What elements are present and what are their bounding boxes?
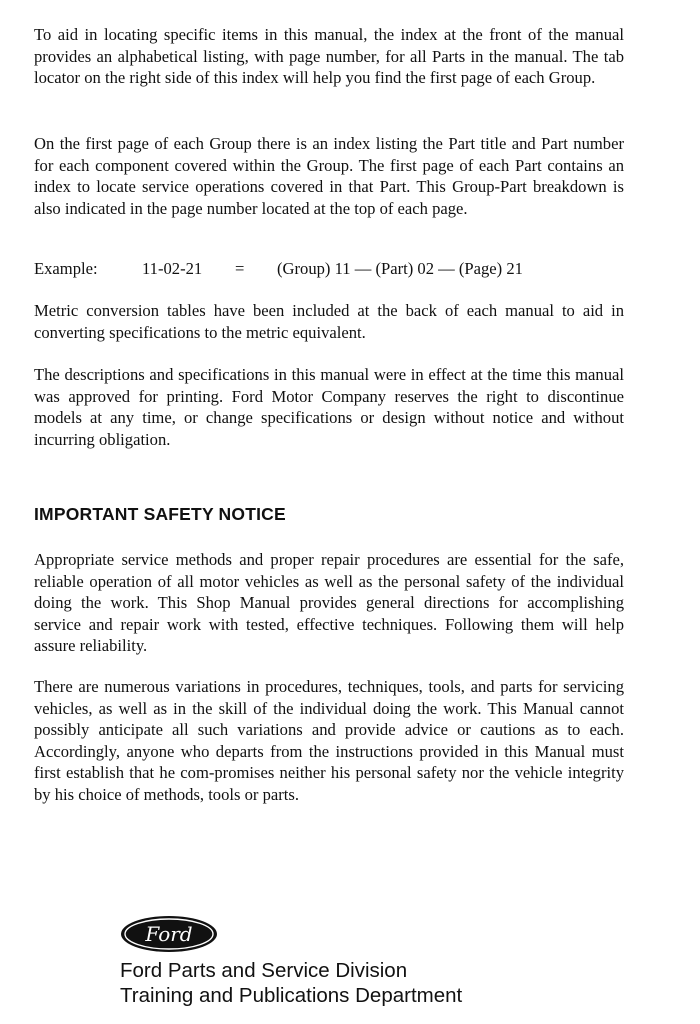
- ford-logo-text: Ford: [145, 922, 193, 946]
- ford-logo: [120, 915, 218, 958]
- intro-paragraph-group-part: On the first page of each Group there is an index listing the Part title and Part number for each component covered within the Group. The first page of each Part contains an index to locate service operations covered in that Part. This Group-Part breakdown is also indicated in the page number located at the top of each page.: [34, 134, 624, 218]
- publisher-footer: [120, 958, 462, 1008]
- example-equals: =: [235, 259, 245, 278]
- example-code: 11-02-21: [142, 259, 203, 278]
- safety-paragraph-methods: Appropriate service methods and proper repair procedures are essential for the safe, reliable operation of all motor vehicles as well as the personal safety of the individual doing the work. This Shop Manual provides general directions for accomplishing service and repair work with tested, effective techniques. Following them will help assure reliability.: [34, 550, 624, 656]
- ford-oval-icon: [120, 915, 218, 953]
- disclaimer-paragraph: The descriptions and specifications in this manual were in effect at the time this manual was approved for printing. Ford Motor Company reserves the right to discontinue models at any time, or change specifications or design without notice and without incurring obligation.: [34, 365, 624, 449]
- safety-paragraph-variations: There are numerous variations in procedures, techniques, tools, and parts for servicing vehicles, as well as in the skill of the individual doing the work. This Manual cannot possibly anticipate all such variations and provide advice or cautions as to each. Accordingly, anyone who departs from the instructions provided in this Manual must first establish that he com-promises neither his personal safety nor the vehicle integrity by his choice of methods, tools or parts.: [34, 677, 624, 804]
- intro-paragraph-index: To aid in locating specific items in this manual, the index at the front of the manual provides an alphabetical listing, with page number, for all Parts in the manual. The tab locator on the right side of this index will help you find the first page of each Group.: [34, 25, 624, 88]
- example-label: Example:: [34, 259, 98, 278]
- metric-paragraph: Metric conversion tables have been included at the back of each manual to aid in converting specifications to the metric equivalent.: [34, 301, 624, 342]
- footer-division: Ford Parts and Service Division: [120, 959, 408, 982]
- footer-department: Training and Publications Department: [120, 984, 463, 1007]
- safety-notice-heading: IMPORTANT SAFETY NOTICE: [34, 504, 286, 524]
- example-breakdown: (Group) 11 — (Part) 02 — (Page) 21: [277, 259, 523, 278]
